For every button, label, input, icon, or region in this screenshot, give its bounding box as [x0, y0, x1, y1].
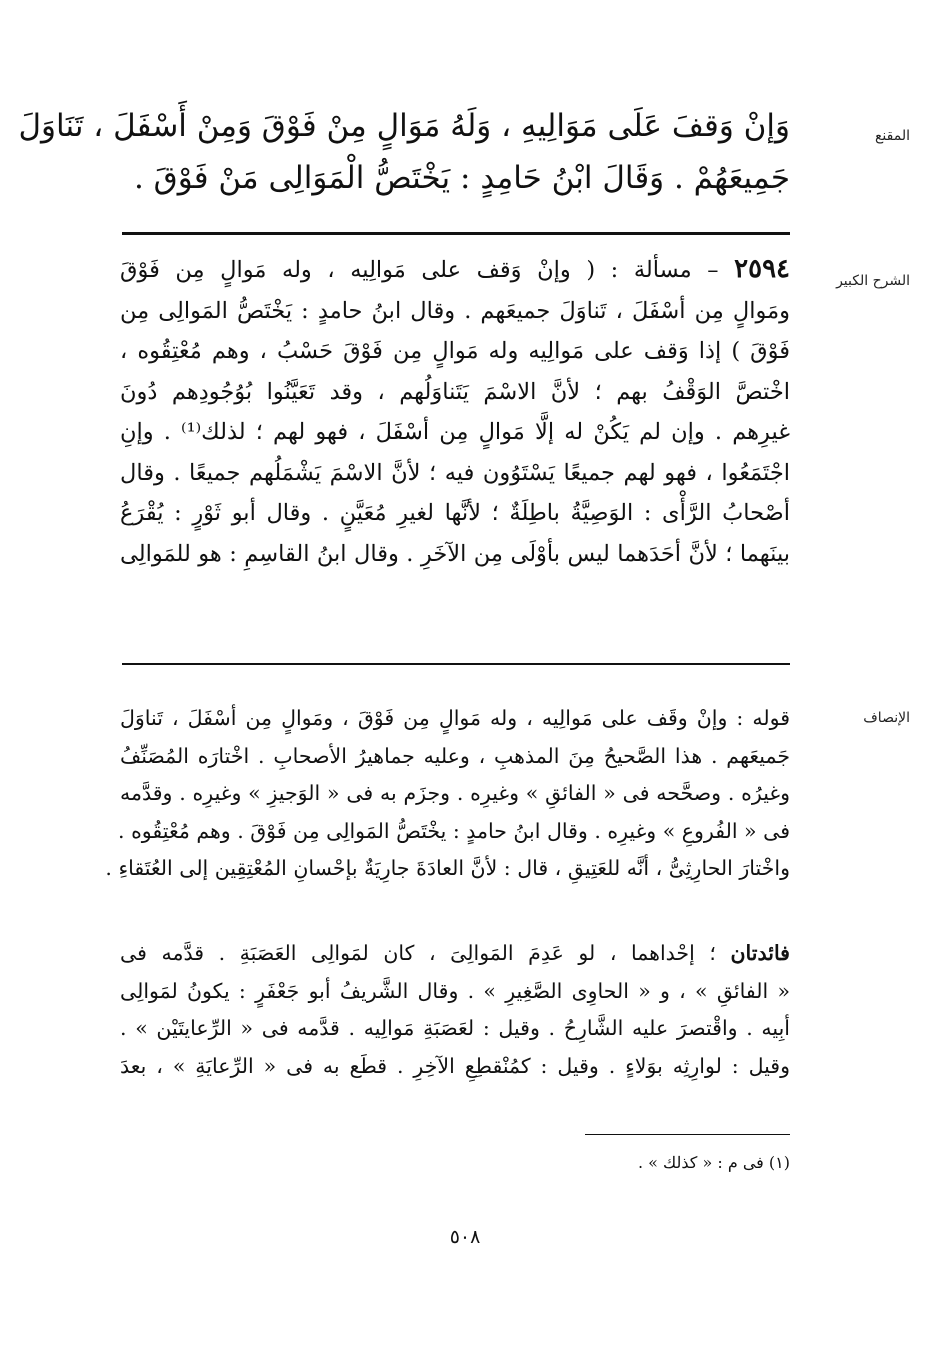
insaf-text — [105, 700, 790, 888]
insaf-paragraph-2 — [120, 935, 790, 1085]
issue-number: ٢٥٩٤ — [734, 254, 790, 284]
sharh-line: فَوْقَ ) إذا وَقف على مَوالِيه وله مَوالٍ مِن فَوْقَ حَسْبُ ، وهم مُعْتِقُوه ، — [120, 338, 790, 364]
insaf-line: قوله : وإنْ وقَف على مَوالِيه ، وله مَوالٍ مِن فَوْقَ ، ومَوالٍ مِن أسْفَلَ ، تَناوَلَ — [120, 706, 790, 730]
footnote-rule — [585, 1134, 790, 1135]
sharh-line: أصْحابُ الرَّأْى : الوَصِيَّةُ باطِلَةٌ ؛ لأنَّها لغيرِ مُعَيَّنٍ . وقال أبو ثَوْرٍ : يُقْرَعُ — [120, 500, 790, 526]
sharh-line: اجْتَمَعُوا ، فهو لهم جميعًا يَسْتَوُون فيه ؛ لأنَّ الاسْمَ يَشْمَلُهم جميعًا . وقال — [120, 459, 790, 486]
sharh-line: اخْتصَّ الوَقْفُ بهم ؛ لأنَّ الاسْمَ يَتَناوَلُهم ، وقد تَعَيَّنُوا بُوُجُودِهم دُونَ — [120, 378, 790, 405]
insaf-line: أبِيه . واقْتصرَ عليه الشَّارِحُ . وقيل : لعَصَبَةِ مَوالِيه . قدَّمه فى « الرِّعايتَيْن » . — [120, 1016, 790, 1040]
muqni-line: وَإنْ وَقفَ عَلَى مَوَالِيهِ ، وَلَهُ مَوَالٍ مِنْ فَوْقَ وَمِنْ أَسْفَلَ ، تَنَاوَلَ — [18, 108, 790, 144]
insaf-line: فى « الفُروعِ » وغيرِه . وقال ابنُ حامدٍ : يخْتَصُّ المَوالِى مِن فَوْقَ . وهم مُعْتِقُوه . — [118, 818, 790, 843]
insaf-line: جَميعَهم . هذا الصَّحيحُ مِنَ المذهبِ ، وعليه جماهيرُ الأصحابِ . اخْتارَه المُصَنِّفُ — [120, 743, 790, 768]
page-number: ٥٠٨ — [449, 1226, 481, 1248]
sharh-text — [120, 249, 790, 574]
label-sharh: الشرح الكبير — [836, 273, 910, 289]
insaf-line: وغيرُه . وصحَّحه فى « الفائقِ » وغيرِه . وجزَم به فى « الوَجيزِ » وغيرِه . وقدَّمه — [120, 781, 790, 805]
sharh-first-line-text: – مسألة : ( وإنْ وَقف على مَوالِيه ، وله مَوالٍ مِن فَوْقَ — [120, 257, 719, 283]
sharh-line: ومَوالٍ مِن أسْفَلَ ، تَناوَلَ جميعَهم . وقال ابنُ حامدٍ : يَخْتَصُّ المَوالِى مِن — [120, 297, 790, 324]
faidatan-heading: فائدتان — [730, 941, 790, 965]
muqni-line: جَمِيعَهُمْ . وَقَالَ ابْنُ حَامِدٍ : يَخْتَصُّ الْمَوَالِى مَنْ فَوْقَ . — [133, 160, 790, 196]
insaf-line — [120, 935, 790, 973]
muqni-text — [18, 100, 790, 204]
label-muqni: المقنع — [874, 128, 910, 144]
sharh-line: غيرِهم . وإن لم يَكُنْ له إلَّا مَوالٍ مِن أسْفَلَ ، فهو لهم ؛ لذلك⁽¹⁾ . وإنِ — [120, 419, 791, 445]
sharh-line: بينَهما ؛ لأنَّ أحَدَهما ليس بأوْلَى مِن الآخَرِ . وقال ابنُ القاسِمِ : هو للمَوالِى — [120, 540, 790, 567]
insaf-para2-first-text: ؛ إحْداهما ، لو عَدِمَ المَوالِىَ ، كان لمَوالِى العَصَبَةِ . قدَّمه فى — [120, 941, 716, 965]
insaf-line: وقيل : لوارِثِه بوَلاءٍ . وقيل : كمُنْقطِعِ الآخِرِ . قطَع به فى « الرِّعايَةِ » ، بعدَ — [120, 1053, 790, 1078]
footnote: (١) فى م : « كذلك » . — [637, 1153, 790, 1172]
sharh-line — [120, 249, 790, 291]
separator-rule — [122, 232, 790, 235]
insaf-line: واخْتارَ الحارِثِىُّ ، أنَّه للعَتِيقِ ، قال : لأنَّ العادَةَ جارِيَةٌ بإحْسانِ المُعْتِقِين إلى العُتَقاءِ . — [105, 856, 790, 880]
insaf-line: « الفائقِ » ، و « الحاوِى الصَّغِيرِ » . وقال الشَّريفُ أبو جَعْفَرٍ : يكونُ لمَوالِى — [120, 978, 790, 1003]
label-insaf: الإنصاف — [863, 710, 910, 726]
separator-rule — [122, 663, 790, 665]
